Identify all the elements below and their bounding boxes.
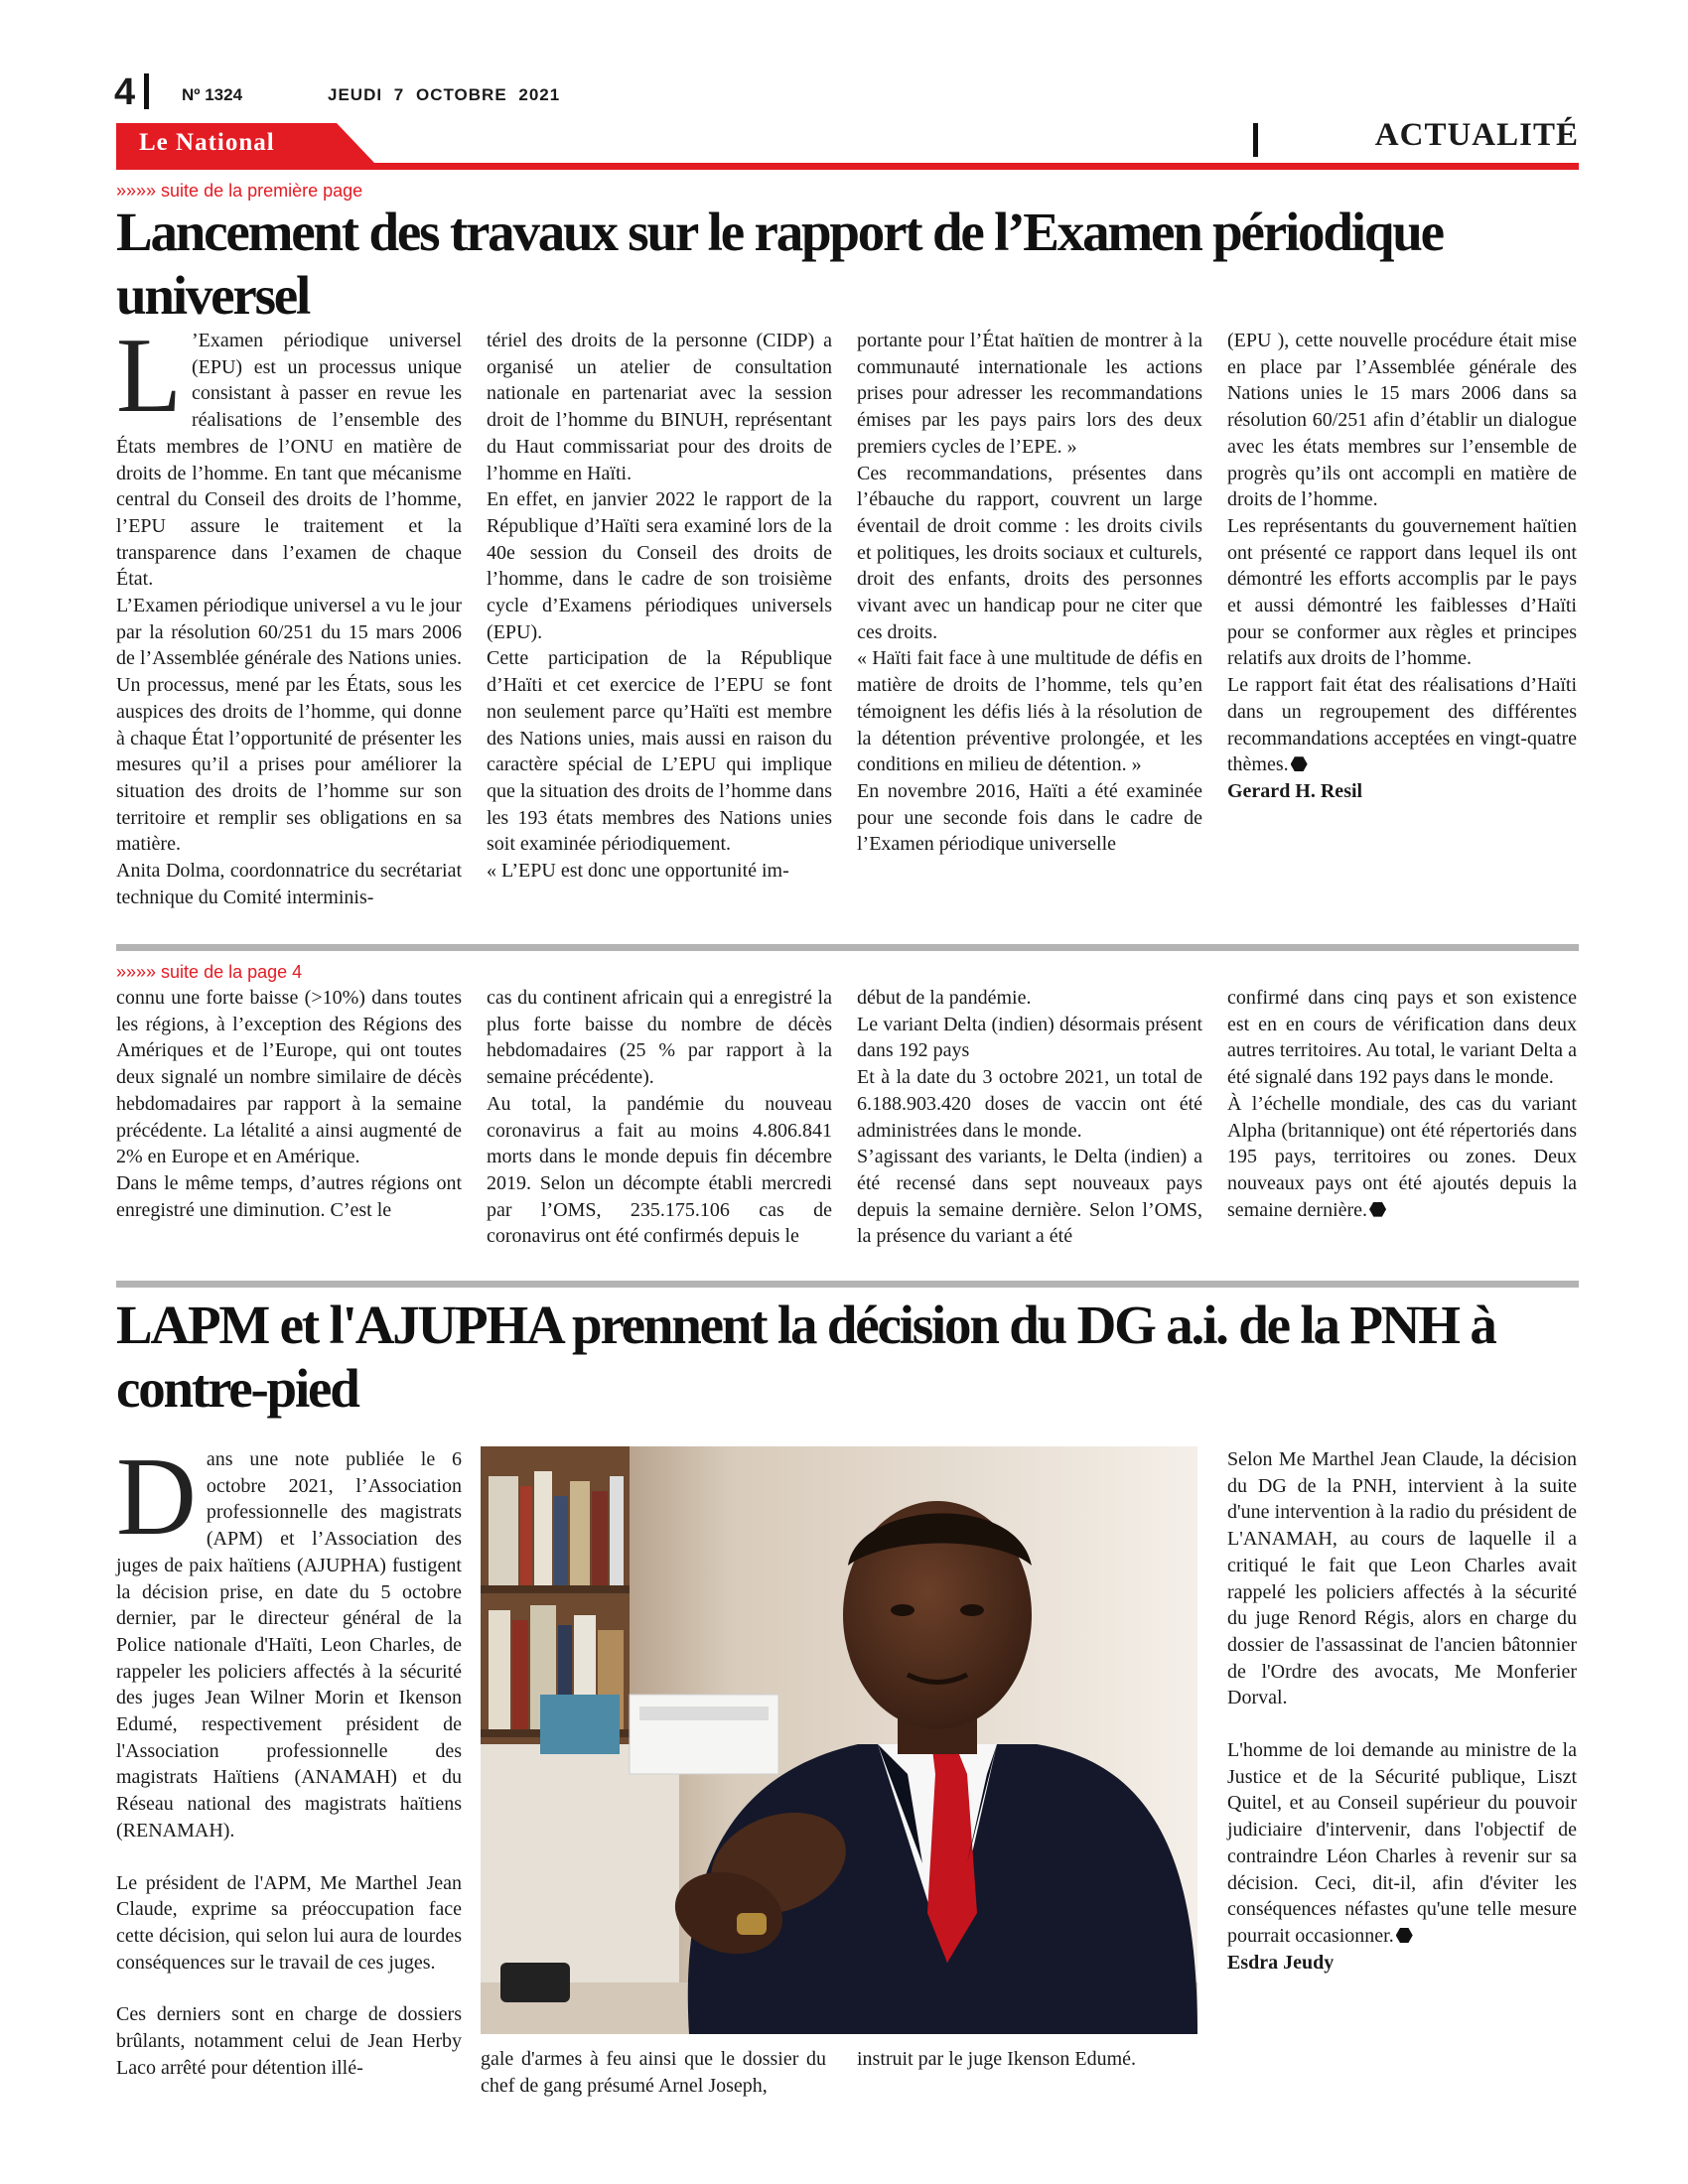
- article1-paragraph: (EPU ), cette nouvelle procédure était mise en place par l’Assemblée générale des Nations unies le 15 mars 2006 dans sa résolution 60/251 afin d’établir un dialogue avec les états membres sur l’ensemble de progrès qu’ils ont accompli en matière de droits de l’homme.: [1227, 330, 1577, 511]
- issue-number: Nº 1324: [182, 85, 243, 104]
- article1-kicker: »»»» suite de la première page: [116, 181, 363, 201]
- man-in-suit-gesturing-photo: [481, 1446, 1197, 2034]
- article1-paragraph: Anita Dolma, coordonnatrice du secrétariat technique du Comité interminis-: [116, 860, 462, 908]
- article3-author: Esdra Jeudy: [1227, 1951, 1335, 1974]
- article1-paragraph: Ces recommandations, présentes dans l’ébauche du rapport, couvrent un large éventail de droit comme : les droits civils et politiques, les droits sociaux et culturels, droit des enfants, droits des personnes vivant avec un handicap pour ne citer que ces droits.: [857, 462, 1202, 643]
- article1-column-2: [487, 328, 832, 885]
- article3-column-1: [116, 1435, 462, 2081]
- article1-paragraph: « L’EPU est donc une opportunité im-: [487, 860, 789, 883]
- article2-paragraph: Dans le même temps, d’autres régions ont enregistré une diminution. C’est le: [116, 1171, 462, 1221]
- article1-paragraph: tériel des droits de la personne (CIDP) a organisé un atelier de consultation nationale en partenariat avec la session droit de l’homme du BINUH, représentant du Haut commissariat pour des droits de l’homme en Haïti.: [487, 330, 832, 484]
- article3-column-2: [481, 2046, 826, 2099]
- header-rule: [116, 163, 1579, 170]
- article3-dropcap: D: [116, 1435, 197, 1559]
- section-rule: [116, 1281, 1579, 1288]
- article2-paragraph: Le variant Delta (indien) désormais présent dans 192 pays: [857, 1013, 1202, 1062]
- article3-paragraph: Selon Me Marthel Jean Claude, la décision du DG de la PNH, intervient à la suite d'une intervention à la radio du président de L'ANAMAH, au cours de laquelle il a critiqué le fait que Leon Charles avait rappelé les policiers affectés à la sécurité du juge Renord Régis, alors en charge du dossier de l'assassinat de l'ancien bâtonnier de l'Ordre des avocats, Me Monferier Dorval.: [1227, 1448, 1577, 1709]
- article2-paragraph: Et à la date du 3 octobre 2021, un total de 6.188.903.420 doses de vaccin ont été administrées dans le monde.: [857, 1066, 1202, 1142]
- article3-paragraph: Ces derniers sont en charge de dossiers brûlants, notamment celui de Jean Herby Laco arrêté pour détention illé-: [116, 2003, 462, 2079]
- article1-paragraph: « Haïti fait face à une multitude de défis en matière de droits de l’homme, tels qu’en témoignent les défis liés à la résolution de la détention préventive prolongée, et les conditions en milieu de détention. »: [857, 647, 1202, 776]
- section-title: ACTUALITÉ: [1374, 117, 1579, 153]
- article3-paragraph: ans une note publiée le 6 octobre 2021, l’Association professionnelle des magistrats (APM) et l’Association des juges de paix haïtiens (AJUPHA) fustigent la décision prise, en date du 5 octobre dernier, par le directeur général de la Police nationale d'Haïti, Leon Charles, de rappeler les policiers affectés à la sécurité des juges Jean Wilner Morin et Ikenson Edumé, respectivement président de l'Association professionnelle des magistrats Haïtiens (ANAMAH) et du Réseau national des magistrats haïtiens (RENAMAH).: [116, 1448, 462, 1842]
- section-rule: [116, 944, 1579, 951]
- article3-column-3: [857, 2046, 1202, 2073]
- article2-column-4: [1227, 985, 1577, 1223]
- section-divider: [1253, 123, 1258, 157]
- article3-column-4: [1227, 1446, 1577, 1976]
- article2-paragraph: cas du continent africain qui a enregistré la plus forte baisse du nombre de décès hebdomadaires (25 % par rapport à la semaine précédente).: [487, 987, 832, 1089]
- article2-paragraph: confirmé dans cinq pays et son existence est en en cours de vérification dans deux autres territoires. Au total, le variant Delta a été signalé dans 192 pays dans le monde.: [1227, 987, 1577, 1089]
- article2-paragraph: connu une forte baisse (>10%) dans toutes les régions, à l’exception des Régions des Amériques et de l’Europe, qui ont toutes deux signalé un nombre similaire de décès hebdomadaires par rapport à la semaine précédente. La létalité a ainsi augmenté de 2% en Europe et en Amérique.: [116, 987, 462, 1168]
- page-number-divider: [144, 73, 149, 109]
- article3-paragraph: L'homme de loi demande au ministre de la Justice et de la Sécurité publique, Liszt Quitel, et au Conseil supérieur du pouvoir judiciaire d'intervenir, dans l'objectif de contraindre Léon Charles à revenir sur sa décision. Ceci, dit-il, afin d'éviter les conséquences néfastes qu'une telle mesure pourrait occasionner.: [1227, 1739, 1577, 1947]
- article1-dropcap: L: [116, 317, 182, 435]
- article1-paragraph: Les représentants du gouvernement haïtien ont présenté ce rapport dans lequel ils ont démontré les efforts accomplis par le pays et aussi démontré les faiblesses d’Haïti pour se conformer aux règles et principes relatifs aux droits de l’homme.: [1227, 514, 1577, 670]
- article2-column-1: [116, 985, 462, 1223]
- issue-date: JEUDI 7 OCTOBRE 2021: [328, 85, 561, 104]
- page-number: 4: [114, 71, 136, 113]
- article2-column-3: [857, 985, 1202, 1250]
- article1-author: Gerard H. Resil: [1227, 779, 1363, 802]
- article2-paragraph: début de la pandémie.: [857, 987, 1032, 1009]
- article3-paragraph: gale d'armes à feu ainsi que le dossier du chef de gang présumé Arnel Joseph,: [481, 2048, 826, 2097]
- brand-logo-text: Le National: [139, 129, 275, 156]
- article2-paragraph: À l’échelle mondiale, des cas du variant Alpha (britannique) ont été répertoriés dans 195 pays, territoires ou zones. Deux nouveaux pays ont été ajoutés depuis la semaine dernière.: [1227, 1092, 1577, 1221]
- article3-paragraph: Le président de l'APM, Me Marthel Jean Claude, exprime sa préoccupation face cette décision, qui selon lui aura de lourdes conséquences sur le travail de ces juges.: [116, 1871, 462, 1974]
- article2-kicker: »»»» suite de la page 4: [116, 962, 303, 982]
- article1-paragraph: ’Examen périodique universel (EPU) est un processus unique consistant à passer en revue les réalisations de l’ensemble des États membres de l’ONU en matière de droits de l’homme. En tant que mécanisme central du Conseil des droits de l’homme, l’EPU assure le traitement et la transparence dans l’examen de chaque État.: [116, 330, 462, 591]
- article1-column-1: [116, 317, 462, 910]
- end-mark-icon: [1369, 1202, 1386, 1217]
- article2-paragraph: Au total, la pandémie du nouveau coronavirus a fait au moins 4.806.841 morts dans le monde depuis fin décembre 2019. Selon un décompte établi mercredi par l’OMS, 235.175.106 cas de coronavirus ont été confirmés depuis le: [487, 1092, 832, 1248]
- article2-column-2: [487, 985, 832, 1250]
- article1-paragraph: En effet, en janvier 2022 le rapport de la République d’Haïti sera examiné lors de la 40e session du Conseil des droits de l’homme, dans le cadre de son troisième cycle d’Examens périodiques universels (EPU).: [487, 488, 832, 643]
- article1-column-3: [857, 328, 1202, 858]
- article3-paragraph: instruit par le juge Ikenson Edumé.: [857, 2048, 1137, 2070]
- article1-paragraph: Cette participation de la République d’Haïti et cet exercice de l’EPU se font non seulement parce qu’Haïti est membre des Nations unies, mais aussi en raison du caractère spécial de L’EPU qui implique que la situation des droits de l’homme dans les 193 états membres des Nations unies soit examinée périodiquement.: [487, 647, 832, 856]
- article3-headline: LAPM et l'AJUPHA prennent la décision du DG a.i. de la PNH à contre-pied: [116, 1295, 1495, 1419]
- article1-paragraph: L’Examen périodique universel a vu le jour par la résolution 60/251 du 15 mars 2006 de l’Assemblée générale des Nations unies. Un processus, mené par les États, sous les auspices des droits de l’homme, qui donne à chaque État l’opportunité de présenter les mesures qu’il a prises pour améliorer la situation des droits de l’homme sur son territoire et remplir ses obligations en sa matière.: [116, 595, 462, 856]
- article3-photo: [481, 1446, 1197, 2034]
- end-mark-icon: [1396, 1928, 1413, 1943]
- end-mark-icon: [1291, 756, 1308, 771]
- article1-paragraph: En novembre 2016, Haïti a été examinée pour une seconde fois dans le cadre de l’Examen périodique universelle: [857, 779, 1202, 856]
- article1-column-4: [1227, 328, 1577, 805]
- article2-paragraph: S’agissant des variants, le Delta (indien) a été recensé dans sept nouveaux pays depuis la semaine dernière. Selon l’OMS, la présence du variant a été: [857, 1146, 1202, 1248]
- article1-headline: Lancement des travaux sur le rapport de l’Examen périodique universel: [116, 202, 1443, 326]
- article1-paragraph: Le rapport fait état des réalisations d’Haïti dans un regroupement des différentes recommandations acceptées en vingt-quatre thèmes.: [1227, 674, 1577, 776]
- article1-paragraph: portante pour l’État haïtien de montrer à la communauté internationale les actions prises pour adresser les recommandations émises par les pays pairs lors des deux premiers cycles de l’EPE. »: [857, 330, 1202, 458]
